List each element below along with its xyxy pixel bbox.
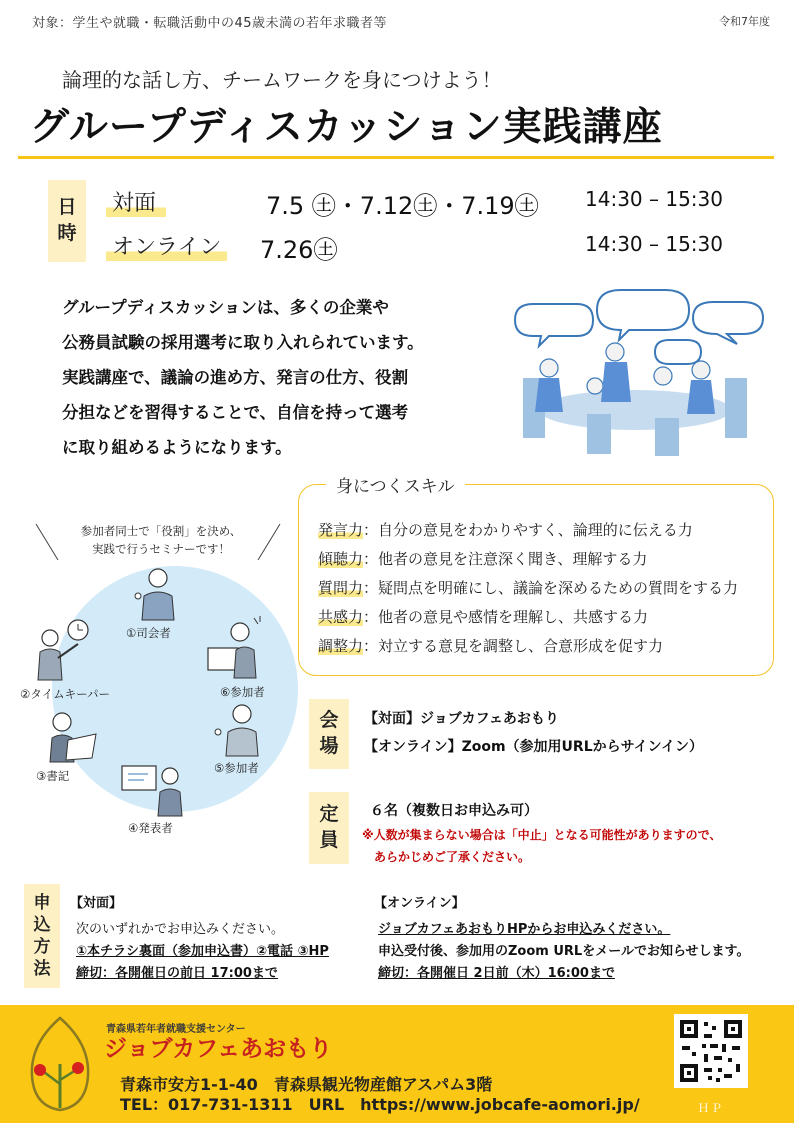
role-participant-6: ⑥参加者 <box>220 685 265 699</box>
online-time: 14:30 – 15:30 <box>585 232 723 256</box>
apply-in-person-deadline: 締切：各開催日の前日 17:00まで <box>76 966 278 981</box>
application-label <box>24 884 60 988</box>
skill-item <box>318 548 647 569</box>
participant5-icon <box>210 702 266 758</box>
qr-code-icon <box>674 1014 748 1088</box>
footer-contact: TEL：017-731-1311 URL https://www.jobcafe-aomori.jp/ <box>120 1095 640 1114</box>
in-person-dates: 7.5 ㊏・7.12㊏・7.19㊏ <box>266 192 539 220</box>
schedule-label-char: 日 <box>57 196 77 219</box>
role-recorder: ③書記 <box>36 769 70 783</box>
apply-online-heading: 【オンライン】 <box>374 896 465 911</box>
apply-online-line: 申込受付後、参加用のZoom URLをメールでお知らせします。 <box>378 944 750 959</box>
qr-label: ＨＰ <box>698 1102 724 1115</box>
skill-item <box>318 577 738 598</box>
capacity-count: ６名（複数日お申込み可） <box>370 803 538 819</box>
venue-label <box>309 699 349 769</box>
skill-item <box>318 635 663 656</box>
discussion-illustration <box>505 282 775 460</box>
capacity-note: ※人数が集まらない場合は「中止」となる可能性がありますので、 <box>362 828 722 842</box>
role-participant-5: ⑤参加者 <box>214 761 259 775</box>
skill-desc: ：対立する意見を調整し、合意形成を促す力 <box>363 637 664 655</box>
presenter-icon <box>118 762 188 818</box>
roles-caption-line: 参加者同士で「役割」を決め、 <box>80 524 242 538</box>
role-presenter: ④発表者 <box>128 821 173 835</box>
title-underline <box>18 156 774 159</box>
venue-label-char: 場 <box>319 735 339 757</box>
fiscal-year: 令和7年度 <box>719 15 770 28</box>
footer-brand: ジョブカフェあおもり <box>104 1036 333 1062</box>
roles-caption <box>56 522 266 558</box>
skills-title: 身につくスキル <box>326 472 465 497</box>
application-label-char: 方 <box>33 937 51 957</box>
qr-code[interactable] <box>674 1014 748 1088</box>
in-person-label: 対面 <box>106 186 166 217</box>
venue-label-char: 会 <box>319 709 339 732</box>
skill-name: 質問力 <box>318 579 364 597</box>
skill-desc: ：自分の意見をわかりやすく、論理的に伝える力 <box>363 521 693 539</box>
page-title: グループディスカッション実践講座 <box>30 105 663 150</box>
intro-paragraph <box>62 290 482 465</box>
intro-line: 公務員試験の採用選考に取り入れられています。 <box>62 333 424 352</box>
apply-online-line: ジョブカフェあおもりHPからお申込みください。 <box>378 922 671 937</box>
capacity-label <box>309 792 349 864</box>
moderator-icon <box>130 566 180 622</box>
role-timekeeper: ②タイムキーパー <box>20 687 111 701</box>
skill-name: 調整力 <box>318 637 364 655</box>
intro-line: グループディスカッションは、多くの企業や <box>62 298 389 317</box>
application-label-char: 込 <box>33 914 51 935</box>
schedule-label-char: 時 <box>57 222 77 244</box>
skill-desc: ：疑問点を明確にし、議論を深めるための質問をする力 <box>363 579 739 597</box>
target-audience: 対象：学生や就職・転職活動中の45歳未満の若年求職者等 <box>32 16 388 31</box>
online-label: オンライン <box>106 230 227 261</box>
roles-caption-line: 実践で行うセミナーです！ <box>92 542 230 556</box>
online-dates: 7.26㊏ <box>260 236 338 264</box>
apply-in-person-heading: 【対面】 <box>70 896 123 911</box>
subtitle: 論理的な話し方、チームワークを身につけよう！ <box>62 68 502 92</box>
skill-name: 発言力 <box>318 521 364 539</box>
apply-online-deadline: 締切：各開催日 2日前（木）16:00まで <box>378 966 615 981</box>
role-moderator: ①司会者 <box>126 626 171 640</box>
schedule-label <box>48 180 86 262</box>
skill-name: 傾聴力 <box>318 550 364 568</box>
intro-line: 実践講座で、議論の進め方、発言の仕方、役割 <box>62 368 409 387</box>
skill-item <box>318 606 648 627</box>
skill-desc: ：他者の意見や感情を理解し、共感する力 <box>363 608 649 626</box>
application-label-char: 申 <box>33 892 51 913</box>
skill-desc: ：他者の意見を注意深く聞き、理解する力 <box>363 550 648 568</box>
skill-item <box>318 519 693 540</box>
jobcafe-logo-icon <box>24 1014 96 1114</box>
footer-address: 青森市安方1-1-40 青森県観光物産館アスパム3階 <box>120 1075 493 1094</box>
venue-in-person: 【対面】ジョブカフェあおもり <box>364 711 559 727</box>
capacity-label-char: 員 <box>319 829 339 851</box>
timekeeper-icon <box>34 618 98 682</box>
apply-in-person-methods: ①本チラシ裏面（参加申込書）②電話 ③HP <box>76 944 329 959</box>
in-person-time: 14:30 – 15:30 <box>585 187 723 211</box>
skill-name: 共感力 <box>318 608 364 626</box>
venue-online: 【オンライン】Zoom（参加用URLからサインイン） <box>364 739 703 755</box>
participant6-icon <box>204 614 266 680</box>
capacity-note: あらかじめご了承ください。 <box>374 850 531 864</box>
intro-line: 分担などを習得することで、自信を持って選考 <box>62 403 409 422</box>
intro-line: に取り組めるようになります。 <box>62 438 292 457</box>
application-label-char: 法 <box>33 959 51 980</box>
footer-org: 青森県若年者就職支援センター <box>106 1024 246 1035</box>
apply-in-person-line: 次のいずれかでお申込みください。 <box>76 922 285 937</box>
capacity-label-char: 定 <box>319 803 339 826</box>
recorder-icon <box>46 710 100 766</box>
